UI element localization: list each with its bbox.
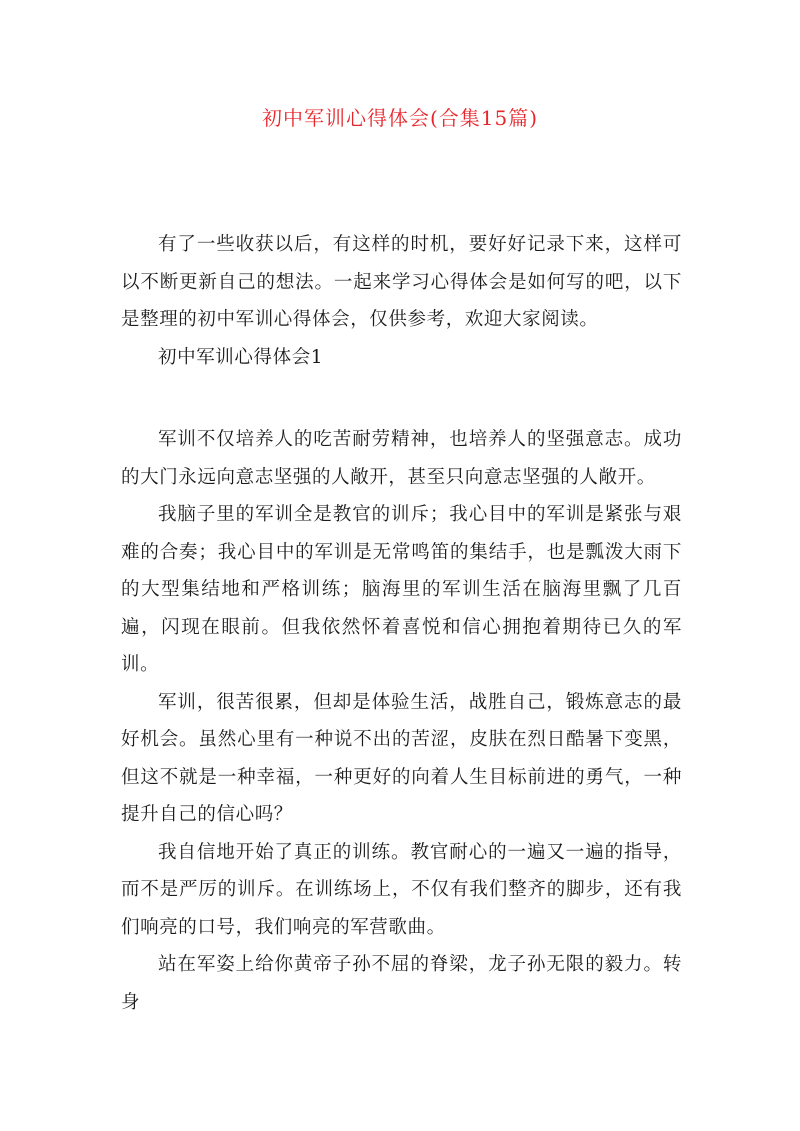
body-paragraph: 站在军姿上给你黄帝子孙不屈的脊梁，龙子孙无限的毅力。转身 xyxy=(121,954,682,1013)
body-paragraph: 我自信地开始了真正的训练。教官耐心的一遍又一遍的指导，而不是严厉的训斥。在训练场上，不仅有我们整齐的脚步，还有我们响亮的口号，我们响亮的军营歌曲。 xyxy=(121,841,682,938)
body-paragraph: 军训，很苦很累，但却是体验生活，战胜自己，锻炼意志的最好机会。虽然心里有一种说不出的苦涩，皮肤在烈日酷暑下变黑，但这不就是一种幸福，一种更好的向着人生目标前进的勇气，一种提升自己的信心吗？ xyxy=(121,691,682,825)
document-body xyxy=(121,226,682,1021)
section-spacer xyxy=(121,376,682,421)
document-title: 初中军训心得体会(合集15篇) xyxy=(261,106,539,130)
body-paragraph: 军训不仅培养人的吃苦耐劳精神，也培养人的坚强意志。成功的大门永远向意志坚强的人敞开，甚至只向意志坚强的人敞开。 xyxy=(121,429,682,488)
body-paragraph: 我脑子里的军训全是教官的训斥；我心目中的军训是紧张与艰难的合奏；我心目中的军训是无常鸣笛的集结手，也是瓢泼大雨下的大型集结地和严格训练；脑海里的军训生活在脑海里飘了几百遍，闪现在眼前。但我依然怀着喜悦和信心拥抱着期待已久的军训。 xyxy=(121,504,682,675)
section-heading: 初中军训心得体会1 xyxy=(158,346,324,368)
intro-paragraph: 有了一些收获以后，有这样的时机，要好好记录下来，这样可以不断更新自己的想法。一起来学习心得体会是如何写的吧，以下是整理的初中军训心得体会，仅供参考，欢迎大家阅读。 xyxy=(121,234,682,330)
